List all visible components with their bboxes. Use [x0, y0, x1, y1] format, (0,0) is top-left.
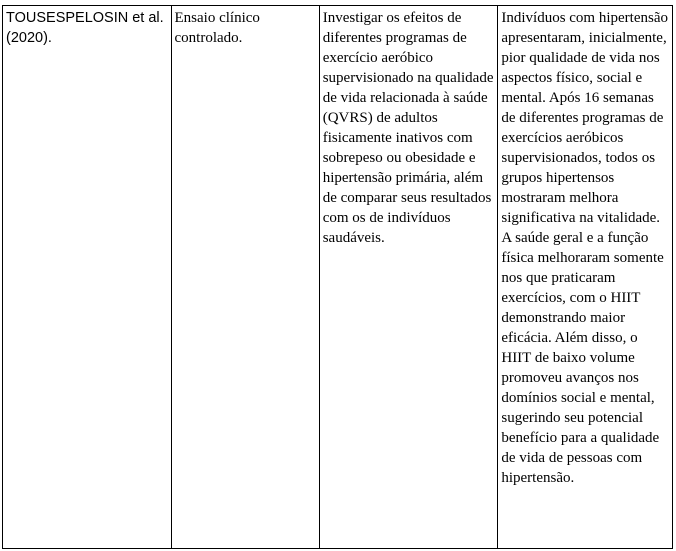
results-cell: Indivíduos com hipertensão apresentaram, inicialmente, pior qualidade de vida nos aspectos físico, social e mental. Após 16 semanas de diferentes programas de exercícios aeróbicos supervisionados, todos os grupos hipertensos mostraram melhora significativa na vitalidade. A saúde geral e a função física melhoraram somente nos que praticaram exercícios, com o HIIT demonstrando maior eficácia. Além disso, o HIIT de baixo volume promoveu avanços nos domínios social e mental, sugerindo seu potencial benefício para a qualidade de vida de pessoas com hipertensão. — [498, 6, 673, 549]
table-row — [3, 6, 673, 549]
study-table — [2, 5, 673, 549]
study-type-cell: Ensaio clínico controlado. — [171, 6, 319, 549]
author-cell: TOUSESPELOSIN et al. (2020). — [3, 6, 172, 549]
objective-cell: Investigar os efeitos de diferentes programas de exercício aeróbico supervisionado na qualidade de vida relacionada à saúde (QVRS) de adultos fisicamente inativos com sobrepeso ou obesidade e hipertensão primária, além de comparar seus resultados com os de indivíduos saudáveis. — [319, 6, 498, 549]
